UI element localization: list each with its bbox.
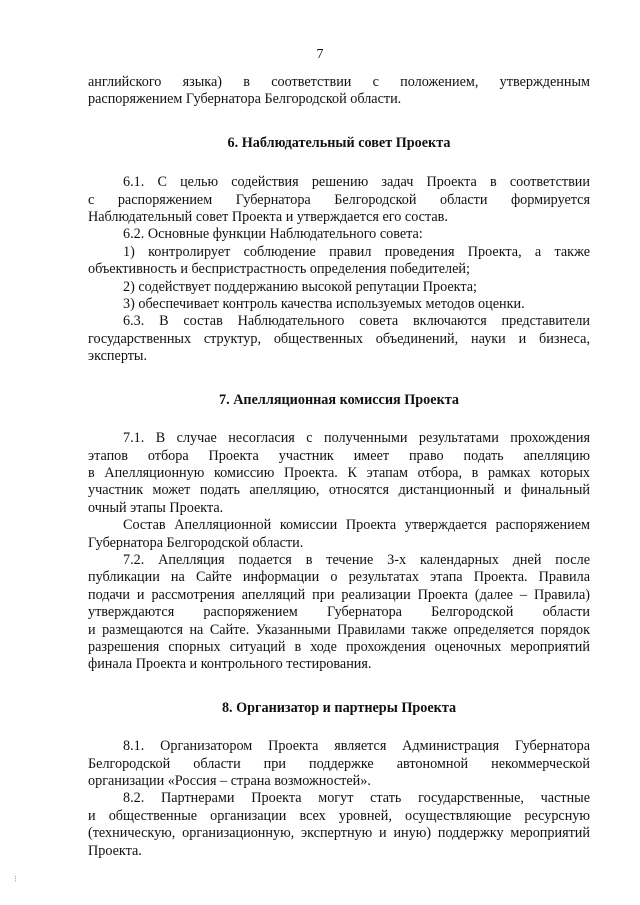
text-line: финала Проекта и контрольного тестирования. xyxy=(88,656,372,673)
text-line: Состав Апелляционной комиссии Проекта утверждается распоряжением xyxy=(123,517,590,534)
text-line: английского языка) в соответствии с положением, утвержденным xyxy=(88,74,590,90)
paragraph-8-1 xyxy=(88,738,590,790)
text-line: разрешения спорных ситуаций в ходе прохождения оценочных мероприятий xyxy=(88,638,590,655)
text-line: в Апелляционную комиссию Проекта. К этапам отбора, в рамках которых xyxy=(88,464,590,481)
text-line: 1) контролирует соблюдение правил проведения Проекта, а также xyxy=(123,243,590,260)
text-line: подачи и рассмотрения апелляций при реализации Проекта (далее – Правила) xyxy=(88,586,590,603)
text-line: Губернатора Белгородской области. xyxy=(88,534,304,551)
list-item-3: 3) обеспечивает контроль качества используемых методов оценки. xyxy=(123,296,525,313)
text-line: государственных структур, общественных объединений, науки и бизнеса, xyxy=(88,330,590,347)
text-line: распоряжением Губернатора Белгородской области. xyxy=(88,91,402,108)
text-line: утверждаются распоряжением Губернатора Белгородской области xyxy=(88,604,590,621)
text-line: эксперты. xyxy=(88,348,148,365)
scan-artifact-mark: ⁝ xyxy=(14,875,17,885)
intro-paragraph xyxy=(88,74,590,109)
paragraph-6-1 xyxy=(88,174,590,226)
text-line: 6.1. С целью содействия решению задач Проекта в соответствии xyxy=(123,174,590,191)
text-line: и размещаются на Сайте. Указанными Правилами также определяется порядок xyxy=(88,621,590,638)
text-line: Наблюдательный совет Проекта и утверждается его состав. xyxy=(88,209,448,226)
text-line: этапов отбора Проекта участник имеет право подать апелляцию xyxy=(88,447,590,464)
paragraph-8-2 xyxy=(88,790,590,860)
text-line: публикации на Сайте информации о результатах этапа Проекта. Правила xyxy=(88,569,590,586)
list-item-2: 2) содействует поддержанию высокой репутации Проекта; xyxy=(123,278,477,295)
section-8-heading: 8. Организатор и партнеры Проекта xyxy=(221,699,457,716)
list-item-1 xyxy=(88,244,590,279)
text-line: 8.2. Партнерами Проекта могут стать государственные, частные xyxy=(123,790,590,807)
section-7-heading: 7. Апелляционная комиссия Проекта xyxy=(219,391,459,408)
paragraph-6-2: 6.2. Основные функции Наблюдательного совета: xyxy=(123,226,423,243)
text-line: 6.3. В состав Наблюдательного совета включаются представители xyxy=(123,313,590,330)
text-line: и общественные организации всех уровней, осуществляющие ресурсную xyxy=(88,807,590,824)
text-line: очный этапы Проекта. xyxy=(88,499,224,516)
text-line: участник может подать апелляцию, относятся дистанционный и финальный xyxy=(88,482,590,499)
text-line: с распоряжением Губернатора Белгородской области формируется xyxy=(88,191,590,208)
document-body xyxy=(88,74,590,860)
text-line: 8.1. Организатором Проекта является Администрация Губернатора xyxy=(123,738,590,755)
text-line: объективность и беспристрастность определения победителей; xyxy=(88,261,470,278)
text-line: Белгородской области при поддержке автономной некоммерческой xyxy=(88,755,590,772)
paragraph-7-2 xyxy=(88,552,590,674)
text-line: (техническую, организационную, экспертную и иную) поддержку мероприятий xyxy=(88,825,590,842)
commission-composition-paragraph xyxy=(88,517,590,552)
paragraph-7-1 xyxy=(88,430,590,517)
text-line: Проекта. xyxy=(88,842,142,859)
text-line: 7.2. Апелляция подается в течение 3-х календарных дней после xyxy=(123,551,590,568)
paragraph-6-3 xyxy=(88,313,590,365)
page-number: 7 xyxy=(316,47,324,62)
text-line: организации «Россия – страна возможностей». xyxy=(88,773,371,789)
text-line: 7.1. В случае несогласия с полученными результатами прохождения xyxy=(123,430,590,447)
section-6-heading: 6. Наблюдательный совет Проекта xyxy=(227,134,451,151)
